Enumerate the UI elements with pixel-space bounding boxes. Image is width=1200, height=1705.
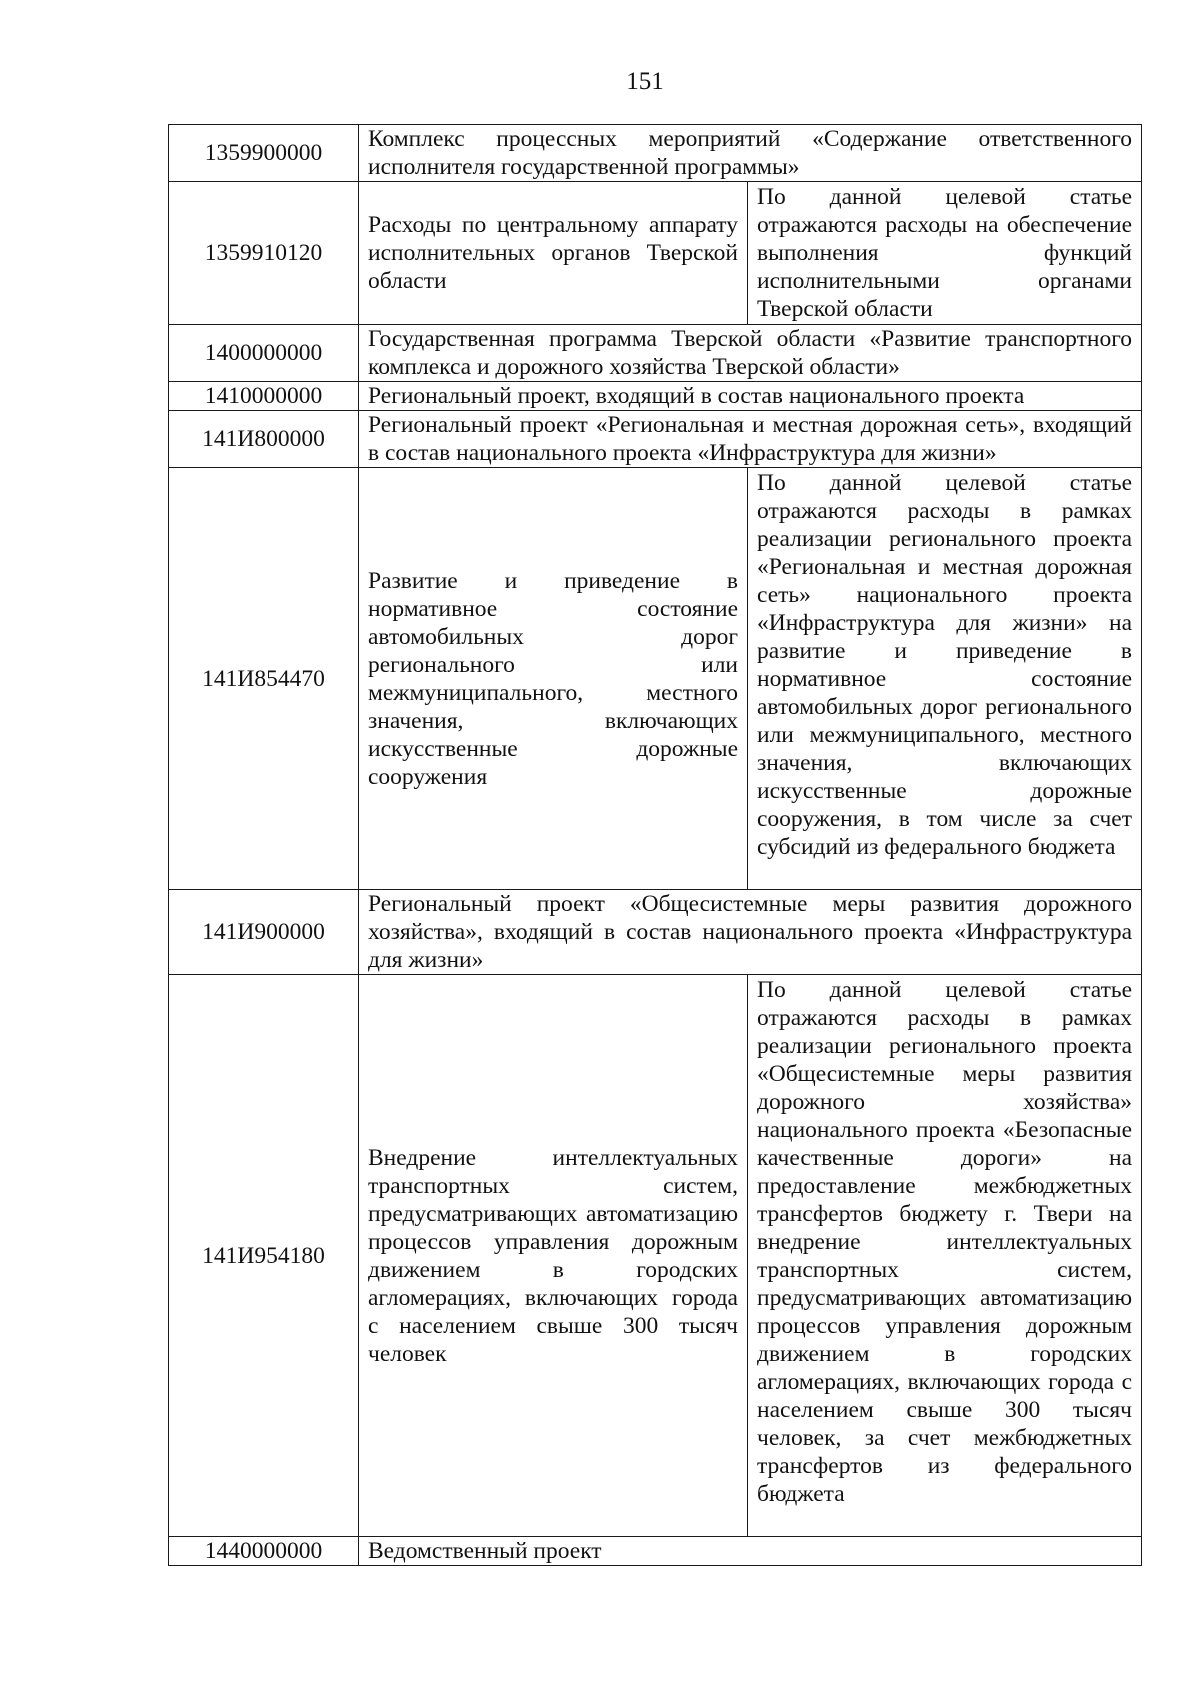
row-name: Развитие и приведение в нормативное состояние автомобильных дорог регионального или межмуниципального, местного значения, включающих искусственные дорожные сооружения bbox=[359, 468, 748, 890]
table-row bbox=[169, 325, 1142, 382]
table-row bbox=[169, 382, 1142, 411]
table-row bbox=[169, 1537, 1142, 1566]
table-row bbox=[169, 975, 1142, 1537]
row-code: 1359900000 bbox=[169, 125, 359, 182]
row-code: 141И900000 bbox=[169, 890, 359, 975]
row-code: 1359910120 bbox=[169, 182, 359, 325]
row-title: Региональный проект, входящий в состав национального проекта bbox=[359, 382, 1142, 411]
row-code: 1440000000 bbox=[169, 1537, 359, 1566]
table-row bbox=[169, 411, 1142, 468]
page-number: 151 bbox=[626, 68, 664, 95]
table-row bbox=[169, 182, 1142, 325]
row-title: Комплекс процессных мероприятий «Содержание ответственного исполнителя государственной программы» bbox=[359, 125, 1142, 182]
row-description: По данной целевой статье отражаются расходы на обеспечение выполнения функций исполнительными органами Тверской области bbox=[748, 182, 1142, 325]
row-title: Ведомственный проект bbox=[359, 1537, 1142, 1566]
row-name: Внедрение интеллектуальных транспортных систем, предусматривающих автоматизацию процессов управления дорожным движением в городских агломерациях, включающих города с населением свыше 300 тысяч человек bbox=[359, 975, 748, 1537]
row-description: По данной целевой статье отражаются расходы в рамках реализации регионального проекта «Региональная и местная дорожная сеть» национального проекта «Инфраструктура для жизни» на развитие и приведение в нормативное состояние автомобильных дорог регионального или межмуниципального, местного значения, включающих искусственные дорожные сооружения, в том числе за счет субсидий из федерального бюджета bbox=[748, 468, 1142, 890]
row-title: Региональный проект «Общесистемные меры развития дорожного хозяйства», входящий в состав национального проекта «Инфраструктура для жизни» bbox=[359, 890, 1142, 975]
budget-classification-table bbox=[168, 124, 1142, 1566]
row-title: Региональный проект «Региональная и местная дорожная сеть», входящий в состав национального проекта «Инфраструктура для жизни» bbox=[359, 411, 1142, 468]
row-name: Расходы по центральному аппарату исполнительных органов Тверской области bbox=[359, 182, 748, 325]
row-code: 1400000000 bbox=[169, 325, 359, 382]
row-description: По данной целевой статье отражаются расходы в рамках реализации регионального проекта «Общесистемные меры развития дорожного хозяйства» национального проекта «Безопасные качественные дороги» на предоставление межбюджетных трансфертов бюджету г. Твери на внедрение интеллектуальных транспортных систем, предусматривающих автоматизацию процессов управления дорожным движением в городских агломерациях, включающих города с населением свыше 300 тысяч человек, за счет межбюджетных трансфертов из федерального бюджета bbox=[748, 975, 1142, 1537]
table-row bbox=[169, 125, 1142, 182]
row-code: 141И800000 bbox=[169, 411, 359, 468]
row-code: 1410000000 bbox=[169, 382, 359, 411]
table-row bbox=[169, 468, 1142, 890]
row-code: 141И854470 bbox=[169, 468, 359, 890]
row-title: Государственная программа Тверской области «Развитие транспортного комплекса и дорожного хозяйства Тверской области» bbox=[359, 325, 1142, 382]
table-row bbox=[169, 890, 1142, 975]
row-code: 141И954180 bbox=[169, 975, 359, 1537]
